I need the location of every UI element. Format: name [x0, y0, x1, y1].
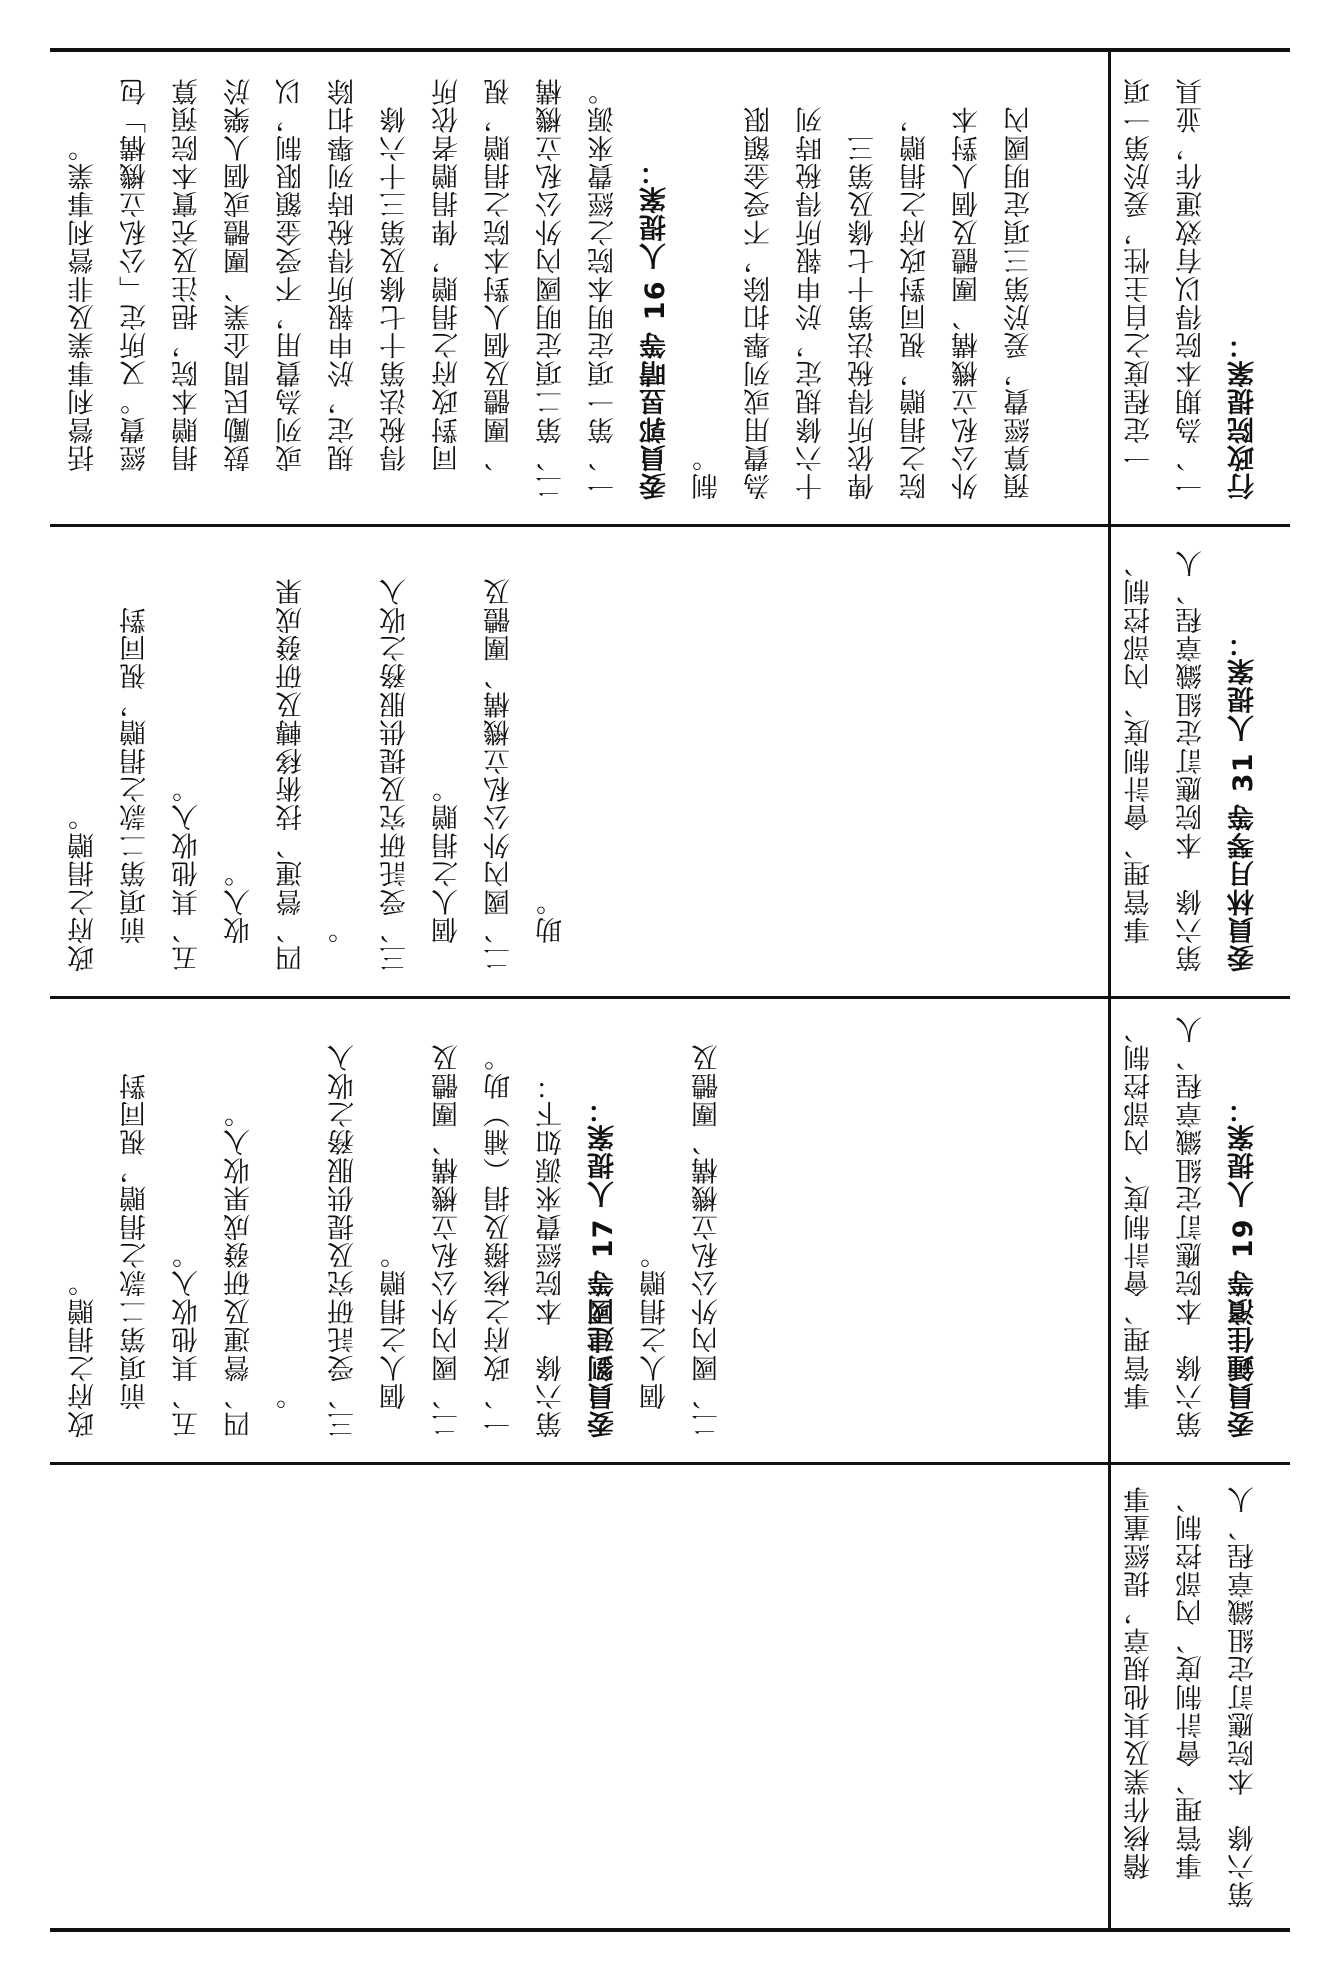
text-line: 第六條 本院應訂定組織章程、人 [1176, 549, 1207, 972]
text-line: 規定，於申報所得稅時列舉扣除 [328, 77, 359, 500]
text-line: 前項第二款之捐贈，視同對 [120, 1071, 151, 1438]
text-line: 。 [276, 1381, 307, 1438]
text-line: 、團體及個人對本院之捐贈，視 [484, 77, 515, 500]
cell-text [58, 1000, 748, 1458]
cell-divider [50, 1462, 1290, 1465]
cell-divider [50, 996, 1290, 999]
text-line: 事管理、會計制度、內部控制、 [1176, 1485, 1207, 1908]
text-line: 同對政府之捐贈，俾捐贈者依所 [432, 77, 463, 500]
text-line: 第六條 本院應訂定組織章程、人 [1176, 1015, 1207, 1438]
text-line: 稽核作業及其他規章，提經董事 [1124, 1485, 1155, 1908]
text-line: 得稅法第十七條及第三十六條 [380, 105, 411, 500]
cell-side-1 [1114, 52, 1286, 520]
text-line: 十六條規定，於申報所得稅時列 [796, 105, 827, 500]
text-line: 為費用或列舉扣除，不受金額限 [744, 105, 775, 500]
text-line: 三、受託研究及提供服務之收入 [380, 577, 411, 972]
text-line: 五、其他收入。 [172, 1240, 203, 1438]
cell-side-4 [1114, 1466, 1286, 1928]
text-line: 括營利事業及非營利事業。 [68, 133, 99, 500]
text-line: 預算經費，爰於第三項定明國內 [1004, 105, 1035, 500]
text-line: 二、國內外公私立機構、團體及 [432, 1043, 463, 1438]
text-line: 俾依所得稅法第十七條及第三 [848, 133, 879, 500]
cell-divider [50, 524, 1290, 527]
text-line: 事管理、會計制度、內部控制、 [1124, 549, 1155, 972]
text-line: 個人之捐贈。 [432, 774, 463, 972]
cell-text [1114, 52, 1284, 520]
proposal-heading: 委員郭昱晴等 16 人提案： [640, 156, 671, 500]
text-line: 或列為費用，不受金額限制，以 [276, 77, 307, 500]
text-line: 一、政府之核撥及捐（補）助。 [484, 1043, 515, 1438]
text-line: 捐贈本院，挹注及充實本院預算 [172, 77, 203, 500]
cell-main-3 [58, 1000, 1104, 1458]
cell-side-3 [1114, 1000, 1286, 1458]
text-line: 。 [328, 915, 359, 972]
text-line: 助。 [536, 887, 567, 972]
cell-text [1114, 528, 1284, 992]
text-line: 三、受託研究及提供服務之收入 [328, 1043, 359, 1438]
text-line: 一、為期本院得以有效運作，並具 [1176, 77, 1207, 500]
text-line: 二、國內外公私立機構、團體及 [692, 1043, 723, 1438]
band-divider [1108, 48, 1111, 1932]
text-line: 院之捐贈，視同對政府之捐贈， [900, 105, 931, 500]
text-line: 經費。又所定「公私立機構」包 [120, 77, 151, 500]
text-line: 鼓勵民間企業、團體或個人樂於 [224, 77, 255, 500]
text-line: 收入。 [224, 859, 255, 972]
text-line: 個人之捐贈。 [640, 1240, 671, 1438]
text-line: 四、營運及研發成果收入。 [224, 1099, 255, 1438]
cell-text [58, 528, 592, 992]
text-line: 前項第二款之捐贈，視同對 [120, 605, 151, 972]
cell-main-4 [58, 1466, 1104, 1928]
text-line: 政府之捐贈。 [68, 802, 99, 972]
text-line: 個人之捐贈。 [380, 1240, 411, 1438]
cell-text [1114, 1000, 1284, 1458]
cell-main-1 [58, 52, 1104, 520]
text-line: 四、營運、技術移轉及研發成果 [276, 577, 307, 972]
proposal-heading: 委員鍾佳濱等 19 人提案： [1228, 1094, 1259, 1438]
text-line: 二、國內外公私立機構、團體及 [484, 577, 515, 972]
proposal-heading: 委員林月琴等 31 人提案： [1228, 628, 1259, 972]
text-line: 五、其他收入。 [172, 774, 203, 972]
cell-side-2 [1114, 528, 1286, 992]
text-line: 第六條 本院應訂定組織章程、人 [1228, 1485, 1259, 1908]
cell-text [58, 52, 1060, 520]
proposal-heading: 委員劉建國等 17 人提案： [588, 1094, 619, 1438]
proposal-heading: 行政院提案： [1228, 330, 1259, 500]
cell-text [58, 1466, 72, 1928]
text-line: 二、第二項定明國內外公私立機構 [536, 77, 567, 500]
cell-main-2 [58, 528, 1104, 992]
text-line: 外公私立機構、團體及個人對本 [952, 105, 983, 500]
text-line: 制。 [692, 443, 723, 500]
text-line: 一、第一項定明本院之經費來源。 [588, 77, 619, 500]
text-line: 一定程度之自主性，爰於第一項 [1124, 77, 1155, 500]
cell-text [1114, 1466, 1284, 1928]
text-line: 事管理、會計制度、內部控制、 [1124, 1015, 1155, 1438]
text-line: 第六條 本院經費來源如下： [536, 1071, 567, 1438]
text-line: 政府之捐贈。 [68, 1268, 99, 1438]
